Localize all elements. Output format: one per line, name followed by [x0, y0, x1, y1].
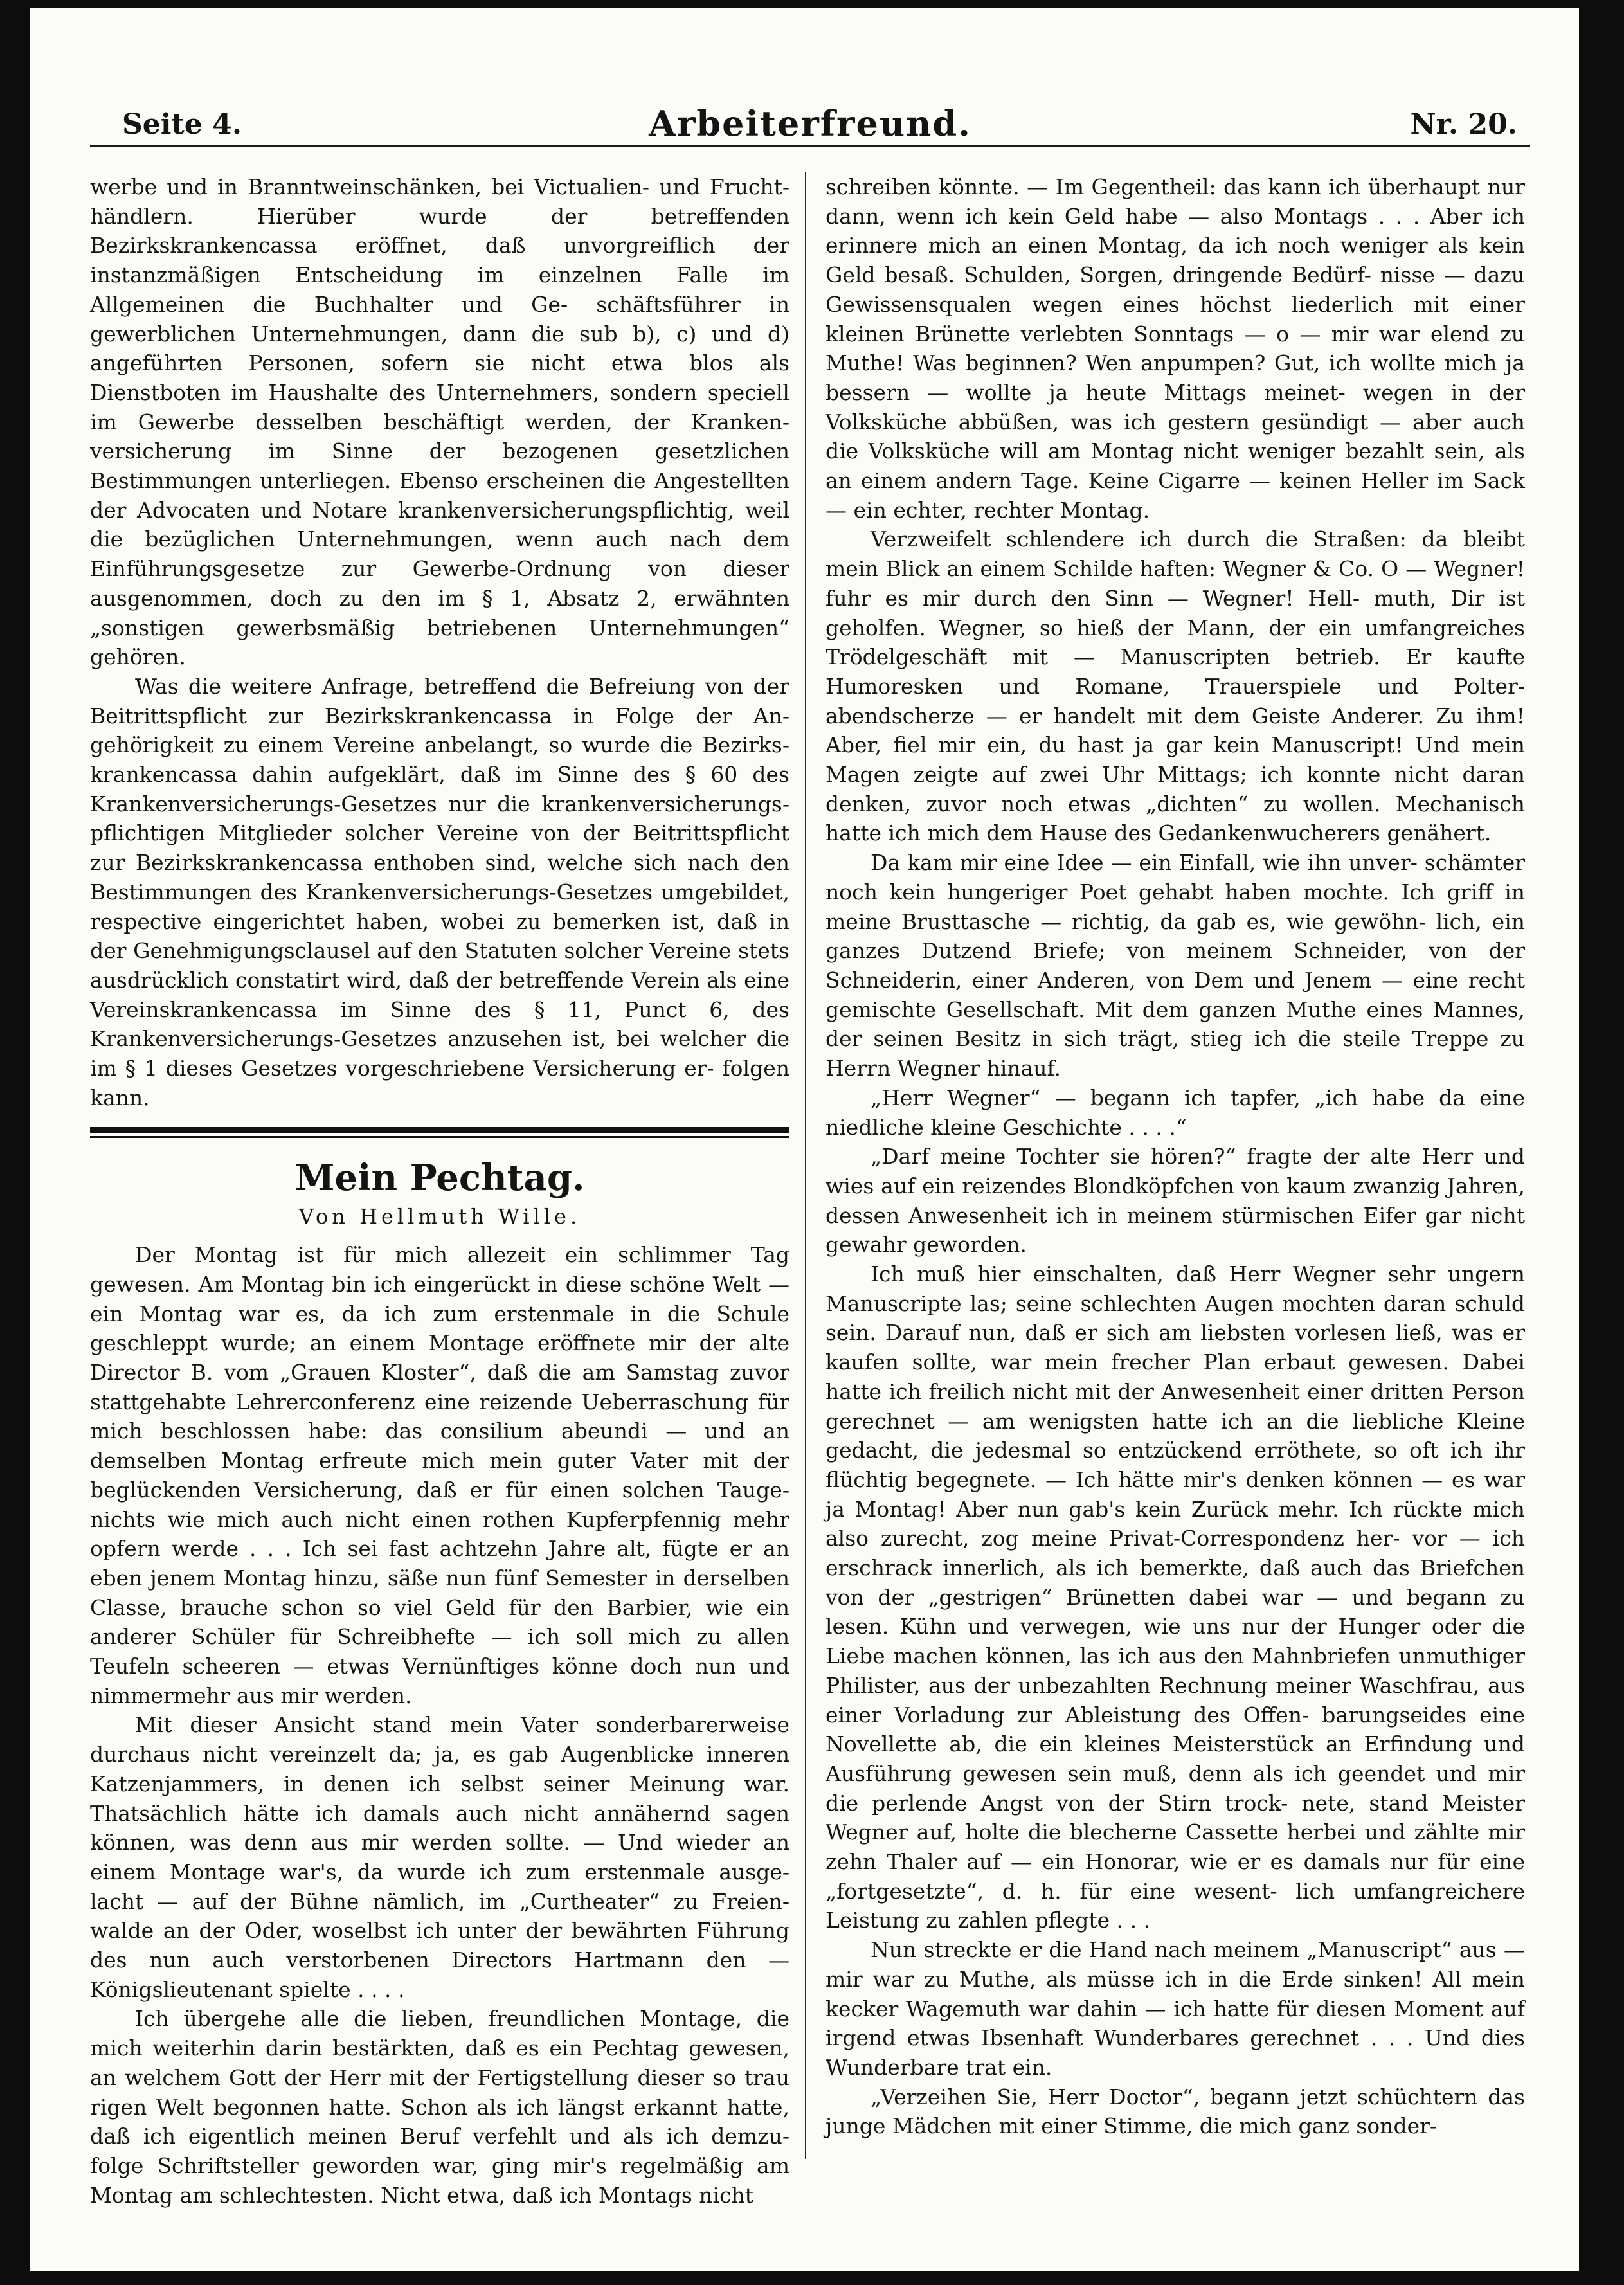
issue-number: Nr. 20.: [1410, 108, 1517, 141]
header-rule: [90, 145, 1530, 147]
paragraph: werbe und in Branntweinschänken, bei Victualien- und Frucht- händlern. Hierüber wurde der betreffenden Bezirkskrankencassa eröffnet, daß unvorgreiflich der instanzmäßigen Entscheidung im einzelnen Falle im Allgemeinen die Buchhalter und Ge- schäftsführer in gewerblichen Unternehmungen, dann die sub b), c) und d) angeführten Personen, sofern sie nicht etwa blos als Dienstboten im Haushalte des Unternehmers, sondern speciell im Gewerbe desselben beschäftigt werden, der Kranken- versicherung im Sinne der bezogenen gesetzlichen Bestimmungen unterliegen. Ebenso erscheinen die Angestellten der Advocaten und Notare krankenversicherungspflichtig, weil die bezüglichen Unternehmungen, wenn auch nach dem Einführungsgesetze zur Gewerbe-Ordnung von dieser ausgenommen, doch zu den im § 1, Absatz 2, erwähnten „sonstigen gewerbsmäßig betriebenen Unternehmungen“ gehören.: [90, 174, 789, 670]
paragraph: „Herr Wegner“ — begann ich tapfer, „ich habe da eine niedliche kleine Geschichte . . . .“: [826, 1085, 1525, 1140]
paragraph: Da kam mir eine Idee — ein Einfall, wie ihn unver- schämter noch kein hungeriger Poet gehabt haben mochte. Ich griff in meine Brusttasche — richtig, da gab es, wie gewöhn- lich, ein ganzes Dutzend Briefe; von meinem Schneider, von der Schneiderin, einer Anderen, von Dem und Jenem — eine recht gemischte Gesellschaft. Mit dem ganzen Muthe eines Mannes, der seinen Besitz in sich trägt, stieg ich die steile Treppe zu Herrn Wegner hinauf.: [826, 850, 1525, 1081]
scan-edge-bottom: [0, 2271, 1624, 2285]
paragraph: Verzweifelt schlendere ich durch die Straßen: da bleibt mein Blick an einem Schilde haften: Wegner & Co. O — Wegner! fuhr es mir durch den Sinn — Wegner! Hell- muth, Dir ist geholfen. Wegner, so hieß der Mann, der ein umfangreiches Trödelgeschäft mit — Manuscripten betrieb. Er kaufte Humoresken und Romane, Trauerspiele und Polter- abendscherze — er handelt mit dem Geiste Anderer. Zu ihm! Aber, fiel mir ein, du hast ja gar kein Manuscript! Und mein Magen zeigte auf zwei Uhr Mittags; ich konnte nicht daran denken, zuvor noch etwas „dichten“ zu wollen. Mechanisch hatte ich mich dem Hause des Gedankenwucherers genähert.: [826, 527, 1525, 846]
section-rule-thin: [90, 1136, 789, 1138]
page-number: Seite 4.: [122, 108, 242, 141]
paragraph: Der Montag ist für mich allezeit ein schlimmer Tag gewesen. Am Montag bin ich eingerückt in diese schöne Welt — ein Montag war es, da ich zum erstenmale in die Schule geschleppt wurde; an einem Montage eröffnete mir der alte Director B. vom „Grauen Kloster“, daß die am Samstag zuvor stattgehabte Lehrerconferenz eine reizende Ueberraschung für mich beschlossen habe: das consilium abeundi — und an demselben Montag erfreute mich mein guter Vater mit der beglückenden Versicherung, daß er für einen solchen Tauge- nichts wie mich auch nicht einen rothen Kupferpfennig mehr opfern werde . . . Ich sei fast achtzehn Jahre alt, fügte er an eben jenem Montag hinzu, säße nun fünf Semester in derselben Classe, brauche schon so viel Geld für den Barbier, wie ein anderer Schüler für Schreibhefte — ich soll mich zu allen Teufeln scheeren — etwas Vernünftiges könne doch nun und nimmermehr aus mir werden.: [90, 1242, 789, 1708]
paragraph: Nun streckte er die Hand nach meinem „Manuscript“ aus — mir war zu Muthe, als müsse ich in die Erde sinken! All mein kecker Wagemuth war dahin — ich hatte für diesen Moment auf irgend etwas Ibsenhaft Wunderbares gerechnet . . . Und dies Wunderbare trat ein.: [826, 1937, 1525, 2080]
scan-edge-right: [1579, 0, 1624, 2285]
paragraph: Ich muß hier einschalten, daß Herr Wegner sehr ungern Manuscripte las; seine schlechten Augen mochten daran schuld sein. Darauf nun, daß er sich am liebsten vorlesen ließ, was er kaufen sollte, war mein frecher Plan erbaut gewesen. Dabei hatte ich freilich nicht mit der Anwesenheit einer dritten Person gerechnet — am wenigsten hatte ich an die liebliche Kleine gedacht, die jedesmal so entzückend erröthete, so oft ich ihr flüchtig begegnete. — Ich hätte mir's denken können — es war ja Montag! Aber nun gab's kein Zurück mehr. Ich rückte mich also zurecht, zog meine Privat-Correspondenz her- vor — ich erschrack innerlich, als ich bemerkte, daß auch das Briefchen von der „gestrigen“ Brünetten dabei war — und begann zu lesen. Kühn und verwegen, wie uns nur der Hunger oder die Liebe machen können, las ich aus den Mahnbriefen unmuthiger Philister, aus der unbezahlten Rechnung meiner Waschfrau, aus einer Vorladung zur Ableistung des Offen- barungseides eine Novellette ab, die ein kleines Meisterstück an Erfindung und Ausführung gewesen sein muß, denn als ich geendet und mir die perlende Angst von der Stirn trock- nete, stand Meister Wegner auf, holte die blecherne Cassette herbei und zählte mir zehn Thaler auf — ein Honorar, wie er es damals nur für eine „fortgesetzte“, d. h. für eine wesent- lich umfangreichere Leistung zu zahlen pflegte . . .: [826, 1261, 1525, 1933]
page-header: [90, 103, 1530, 148]
section-rule-thick: [90, 1127, 789, 1133]
right-column: [826, 172, 1525, 2141]
paragraph: „Verzeihen Sie, Herr Doctor“, begann jetzt schüchtern das junge Mädchen mit einer Stimme, die mich ganz sonder-: [826, 2084, 1525, 2139]
article-byline: Von Hellmuth Wille.: [298, 1204, 581, 1229]
paragraph: „Darf meine Tochter sie hören?“ fragte der alte Herr und wies auf ein reizendes Blondköpfchen von kaum zwanzig Jahren, dessen Anwesenheit ich in meinem stürmischen Eifer gar nicht gewahr geworden.: [826, 1144, 1525, 1258]
paragraph: Mit dieser Ansicht stand mein Vater sonderbarerweise durchaus nicht vereinzelt da; ja, es gab Augenblicke inneren Katzenjammers, in denen ich selbst seiner Meinung war. Thatsächlich hätte ich damals auch nicht annähernd sagen können, was denn aus mir werden sollte. — Und wieder an einem Montage war's, da wurde ich zum erstenmale ausge- lacht — auf der Bühne nämlich, im „Curtheater“ zu Freien- walde an der Oder, woselbst ich unter der bewährten Führung des nun auch verstorbenen Directors Hartmann den — Königslieutenant spielte . . . .: [90, 1712, 789, 2002]
paragraph: Was die weitere Anfrage, betreffend die Befreiung von der Beitrittspflicht zur Bezirkskrankencassa in Folge der An- gehörigkeit zu einem Vereine anbelangt, so wurde die Bezirks- krankencassa dahin aufgeklärt, daß im Sinne des § 60 des Krankenversicherungs-Gesetzes nur die krankenversicherungs- pflichtigen Mitglieder solcher Vereine von der Beitrittspflicht zur Bezirkskrankencassa enthoben sind, welche sich nach den Bestimmungen des Krankenversicherungs-Gesetzes umgebildet, respective eingerichtet haben, wobei zu bemerken ist, daß in der Genehmigungsclausel auf den Statuten solcher Vereine stets ausdrücklich constatirt wird, daß der betreffende Verein als eine Vereinskrankencassa im Sinne des § 11, Punct 6, des Krankenversicherungs-Gesetzes anzusehen ist, bei welcher die im § 1 dieses Gesetzes vorgeschriebene Versicherung er- folgen kann.: [90, 673, 789, 1110]
paragraph: Ich übergehe alle die lieben, freundlichen Montage, die mich weiterhin darin bestärkten, daß es ein Pechtag gewesen, an welchem Gott der Herr mit der Fertigstellung dieser so trau rigen Welt begonnen hatte. Schon als ich längst erkannt hatte, daß ich eigentlich meinen Beruf verfehlt und als ich demzu- folge Schriftsteller geworden war, ging mir's regelmäßig am Montag am schlechtesten. Nicht etwa, daß ich Montags nicht: [90, 2006, 789, 2208]
paragraph: schreiben könnte. — Im Gegentheil: das kann ich überhaupt nur dann, wenn ich kein Geld habe — also Montags . . . Aber ich erinnere mich an einen Montag, da ich noch weniger als kein Geld besaß. Schulden, Sorgen, dringende Bedürf- nisse — dazu Gewissensqualen wegen eines höchst liederlich mit einer kleinen Brünette verlebten Sonntags — o — mir war elend zu Muthe! Was beginnen? Wen anpumpen? Gut, ich wollte mich ja bessern — wollte ja heute Mittags meinet- wegen in der Volksküche abbüßen, was ich gestern gesündigt — aber auch die Volksküche will am Montag nicht weniger bezahlt sein, als an einem andern Tage. Keine Cigarre — keinen Heller im Sack — ein echter, rechter Montag.: [826, 174, 1525, 523]
scan-edge-top: [0, 0, 1624, 8]
column-divider: [805, 172, 806, 2159]
scan-edge-left: [0, 0, 30, 2285]
masthead-title: Arbeiterfreund.: [649, 103, 971, 144]
article-title: Mein Pechtag.: [294, 1156, 585, 1199]
left-column: [90, 172, 789, 2210]
